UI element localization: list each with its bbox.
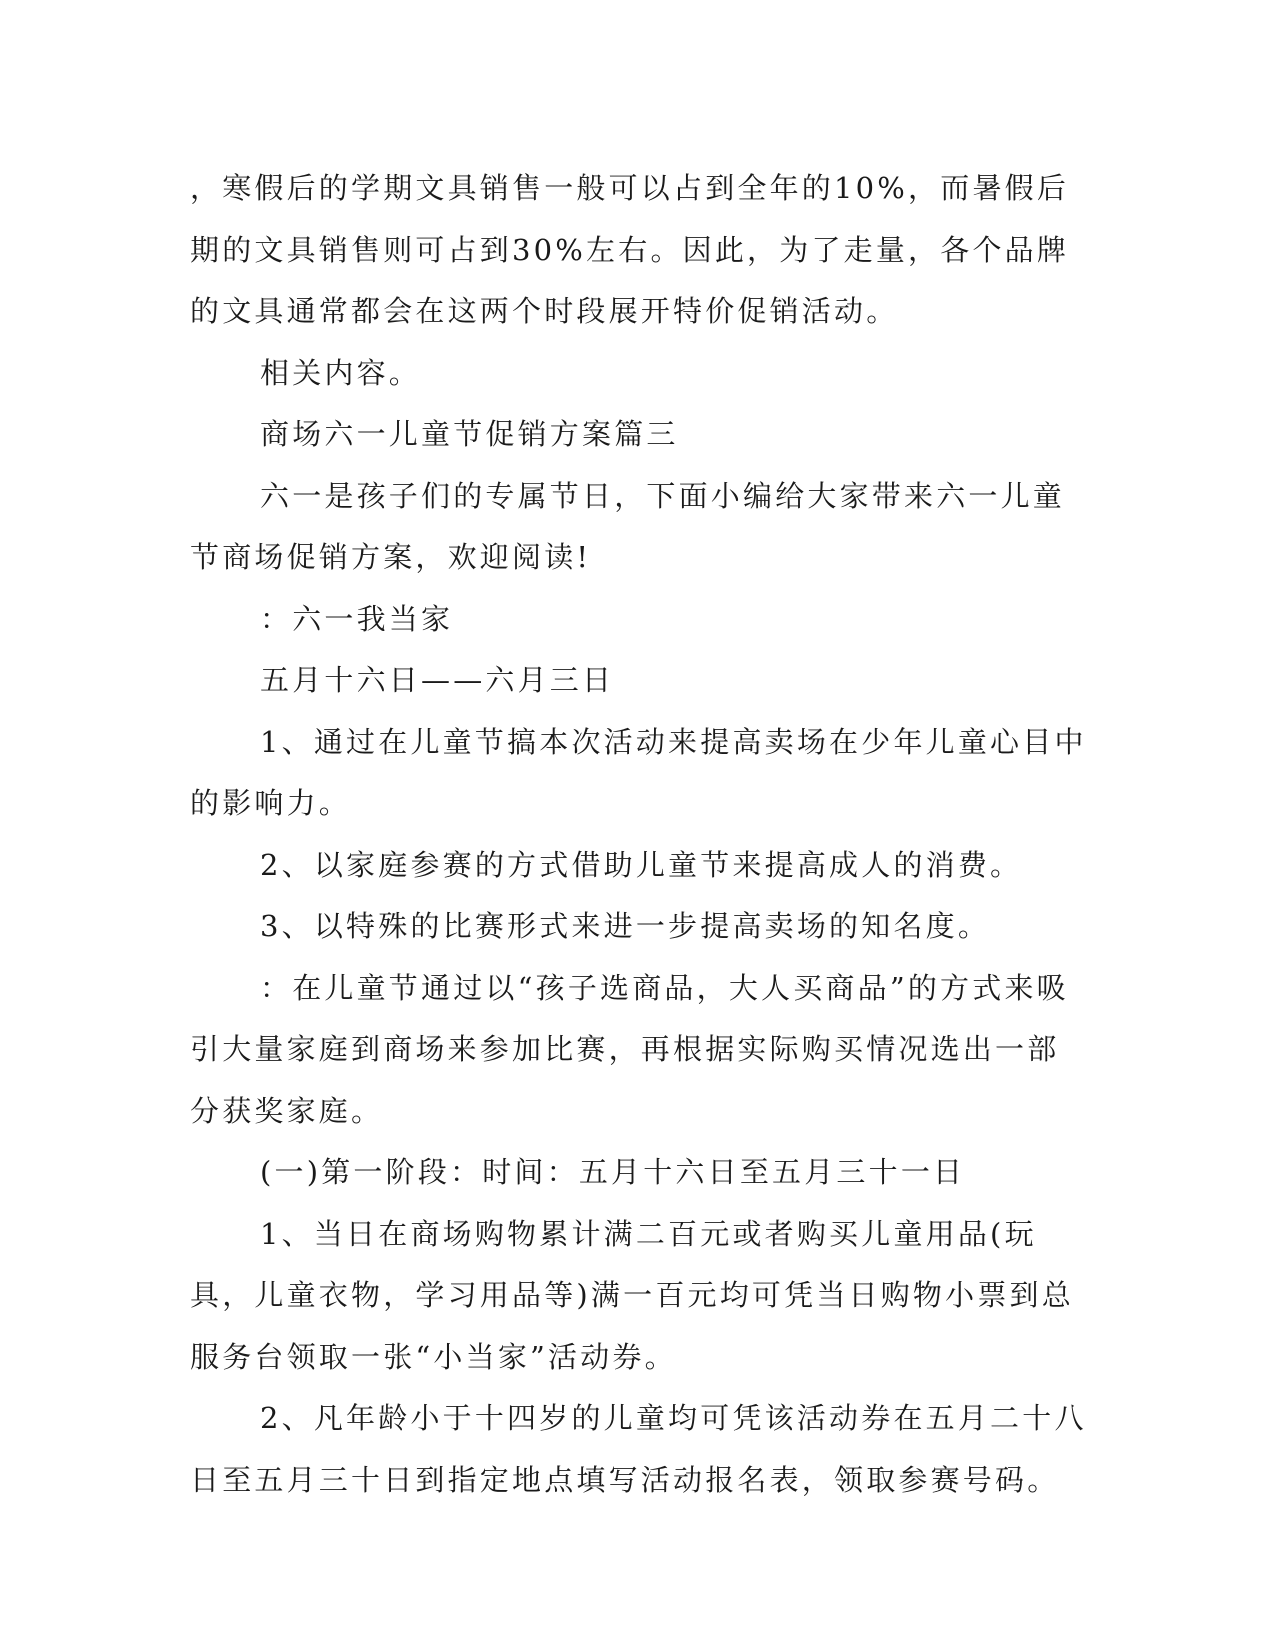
- paragraph-intro: 六一是孩子们的专属节日，下面小编给大家带来六一儿童节商场促销方案，欢迎阅读!: [190, 478, 1066, 574]
- paragraph-1: ，寒假后的学期文具销售一般可以占到全年的10%，而暑假后期的文具销售则可占到30%左右。因此，为了走量，各个品牌的文具通常都会在这两个时段展开特价促销活动。: [190, 171, 1070, 328]
- goal-item-2: 2、以家庭参赛的方式借助儿童节来提高成人的消费。: [260, 847, 1023, 882]
- paragraph-2: 相关内容。: [260, 355, 422, 390]
- goal-item-1: 1、通过在儿童节搞本次活动来提高卖场在少年儿童心目中的影响力。: [190, 724, 1087, 820]
- goal-item-3: 3、以特殊的比赛形式来进一步提高卖场的知名度。: [260, 909, 991, 943]
- activity-content: ：在儿童节通过以“孩子选商品，大人买商品”的方式来吸引大量家庭到商场来参加比赛，再根据实际购买情况选出一部分获奖家庭。: [190, 970, 1069, 1128]
- stage-item-1: 1、当日在商场购物累计满二百元或者购买儿童用品(玩具，儿童衣物，学习用品等)满一百元均可凭当日购物小票到总服务台领取一张“小当家”活动券。: [190, 1216, 1074, 1374]
- document-body: [190, 158, 1090, 1511]
- section-heading: 商场六一儿童节促销方案篇三: [260, 417, 679, 451]
- activity-dates: 五月十六日——六月三日: [260, 663, 615, 697]
- stage-item-2: 2、凡年龄小于十四岁的儿童均可凭该活动券在五月二十八日至五月三十日到指定地点填写活动报名表，领取参赛号码。: [190, 1401, 1087, 1497]
- activity-theme: ：六一我当家: [260, 601, 454, 636]
- stage-one-heading: (一)第一阶段：时间：五月十六日至五月三十一日: [260, 1155, 966, 1189]
